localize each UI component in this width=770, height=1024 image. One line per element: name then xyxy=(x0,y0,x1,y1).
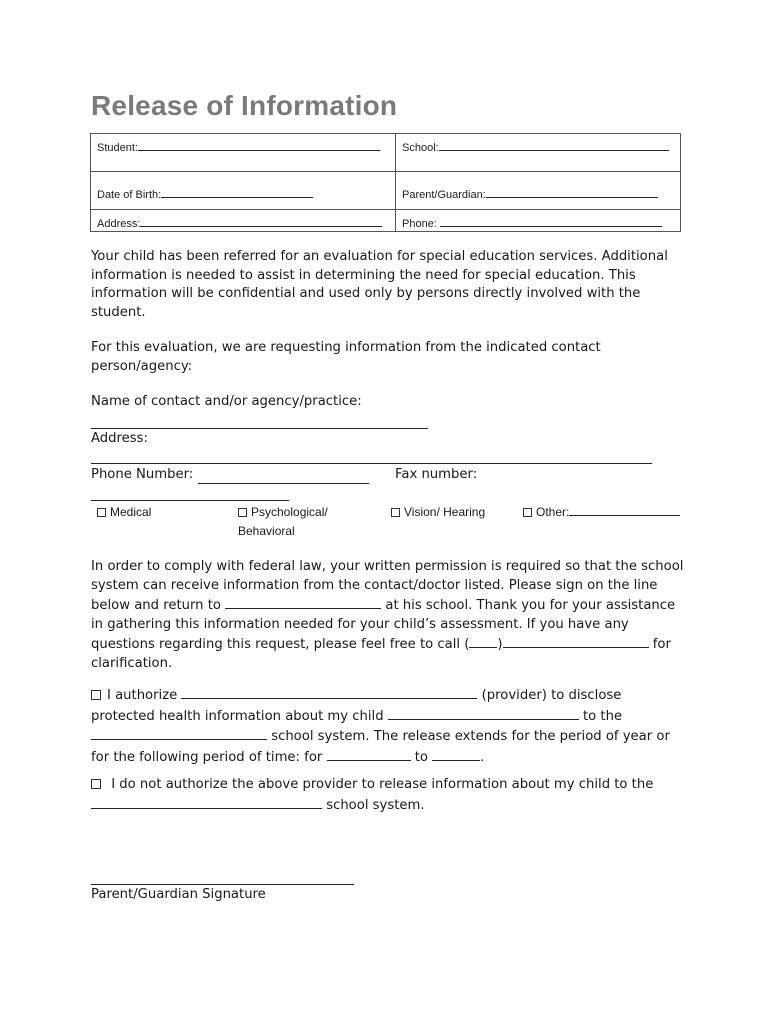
dob-label: Date of Birth: xyxy=(97,188,162,201)
period-from-field[interactable] xyxy=(327,747,411,761)
comply-text-1: In order to comply with federal law, your written permission is required so that the school system can receive information from the contact/doctor listed. Please sign on the line below and return to xyxy=(91,559,684,613)
comply-text-2: at his school. Thank you for your assistance in gathering this information needed for your child’s assessment. If you have any questions regarding this request, please feel free to call ( xyxy=(91,598,676,652)
psychological-label: Psychological/ xyxy=(251,505,328,519)
authorize-text-3: to the xyxy=(583,708,623,724)
parent-guardian-cell[interactable] xyxy=(396,172,681,210)
parent-guardian-field[interactable] xyxy=(486,184,658,198)
not-authorize-school-field[interactable] xyxy=(91,795,322,809)
vision-hearing-checkbox[interactable] xyxy=(391,508,400,517)
provider-field[interactable] xyxy=(181,685,477,699)
medical-checkbox[interactable] xyxy=(97,508,106,517)
signature-line[interactable] xyxy=(91,884,354,885)
school-cell[interactable] xyxy=(396,134,681,172)
contact-name-label: Name of contact and/or agency/practice: xyxy=(91,394,362,409)
fax-number-label: Fax number: xyxy=(395,467,478,482)
phone-number-line[interactable] xyxy=(198,483,369,484)
fax-number-line[interactable] xyxy=(91,500,289,501)
address-label: Address: xyxy=(97,218,141,230)
psychological-option[interactable] xyxy=(238,503,328,522)
signature-label: Parent/Guardian Signature xyxy=(91,887,266,902)
authorize-checkbox[interactable] xyxy=(91,690,101,700)
other-checkbox[interactable] xyxy=(523,508,532,517)
authorize-text-4: school system. The release extends for the period of year or for the following period of time: for xyxy=(91,729,670,765)
comply-text-3: ) xyxy=(497,637,503,652)
page-title: Release of Information xyxy=(91,90,398,121)
student-label: Student: xyxy=(97,142,138,154)
child-name-field[interactable] xyxy=(388,706,579,720)
call-number-field[interactable] xyxy=(503,634,649,648)
dob-cell[interactable] xyxy=(91,172,396,210)
student-cell[interactable] xyxy=(91,134,396,172)
medical-label: Medical xyxy=(110,505,152,519)
student-info-table xyxy=(90,133,681,232)
authorize-text-1: I authorize xyxy=(107,688,178,703)
address-cell[interactable] xyxy=(91,210,396,232)
comply-text-4: for clarification. xyxy=(91,637,671,671)
address-field[interactable] xyxy=(140,213,382,227)
contact-address-line[interactable] xyxy=(91,463,652,464)
comply-paragraph xyxy=(91,558,687,673)
authorize-text-2: (provider) to disclose protected health information about my child xyxy=(91,688,622,724)
authorize-paragraph xyxy=(91,685,687,767)
other-option[interactable] xyxy=(523,503,680,522)
vision-hearing-option[interactable] xyxy=(391,503,485,522)
intro-paragraph: Your child has been referred for an evaluation for special education services. Additional information is needed to assist in determining the need for special education. This information will be confidential and used only by persons directly involved with the student. xyxy=(91,249,668,320)
school-field[interactable] xyxy=(439,137,669,151)
phone-label: Phone: xyxy=(402,218,437,230)
behavioral-label: Behavioral xyxy=(238,524,295,538)
phone-field[interactable] xyxy=(440,213,662,227)
authorize-text-6: . xyxy=(480,749,485,765)
school-system-field[interactable] xyxy=(91,726,267,740)
other-label: Other: xyxy=(536,505,570,519)
school-label: School: xyxy=(402,142,439,154)
not-authorize-text-2: school system. xyxy=(326,797,425,813)
authorize-text-5: to xyxy=(414,749,428,765)
area-code-field[interactable] xyxy=(469,634,497,648)
period-to-field[interactable] xyxy=(432,747,480,761)
psychological-checkbox[interactable] xyxy=(238,508,247,517)
student-field[interactable] xyxy=(138,137,380,151)
not-authorize-paragraph xyxy=(91,776,687,815)
phone-cell[interactable] xyxy=(396,210,681,232)
phone-number-label: Phone Number: xyxy=(91,467,194,482)
request-paragraph: For this evaluation, we are requesting information from the indicated contact person/agency: xyxy=(91,340,601,374)
parent-guardian-label: Parent/Guardian: xyxy=(402,188,486,201)
not-authorize-text-1: I do not authorize the above provider to release information about my child to the xyxy=(111,777,654,792)
not-authorize-checkbox[interactable] xyxy=(91,779,101,789)
vision-hearing-label: Vision/ Hearing xyxy=(404,505,486,519)
medical-option[interactable] xyxy=(97,503,151,522)
other-field[interactable] xyxy=(569,503,680,516)
return-to-field[interactable] xyxy=(225,595,381,609)
dob-field[interactable] xyxy=(161,184,313,198)
contact-name-line[interactable] xyxy=(91,428,428,429)
contact-address-label: Address: xyxy=(91,431,148,446)
